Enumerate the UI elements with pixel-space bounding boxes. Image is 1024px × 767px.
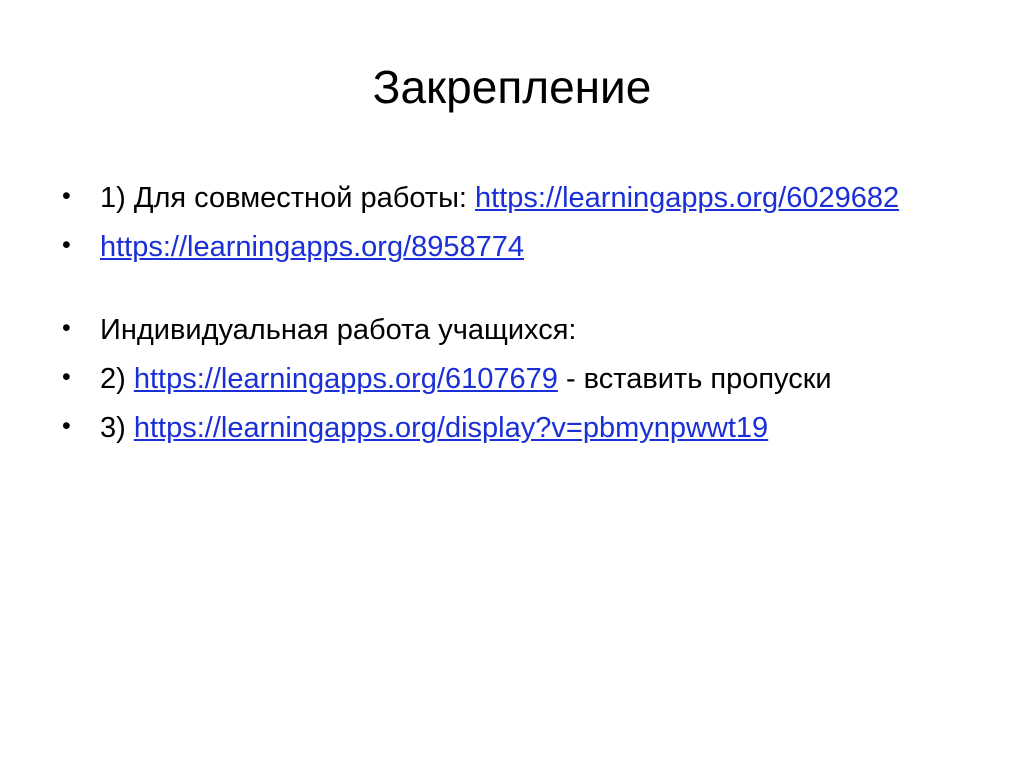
bullet-list [52, 180, 964, 460]
bullet-dot-icon: • [62, 231, 71, 260]
bullet-dot-icon: • [62, 363, 71, 392]
learningapps-link[interactable]: https://learningapps.org/6107679 [133, 363, 558, 396]
bullet-dot-icon: • [62, 314, 71, 343]
list-item-text: - вставить пропуски [557, 363, 832, 396]
learningapps-link[interactable]: https://learningapps.org/6029682 [475, 182, 900, 214]
bullet-dot-icon: • [62, 182, 71, 210]
list-item [52, 229, 964, 266]
list-item [52, 180, 964, 217]
page-title: Закрепление [372, 61, 652, 113]
list-item-text: 3) [100, 412, 134, 445]
list-item-text: 1) Для совместной работы: [100, 182, 476, 214]
bullet-dot-icon: • [62, 412, 71, 441]
learningapps-link[interactable]: https://learningapps.org/8958774 [100, 231, 525, 264]
list-item [52, 278, 964, 312]
list-item [52, 361, 964, 398]
list-item [52, 312, 964, 349]
list-item-text: Индивидуальная работа учащихся: [100, 314, 577, 347]
list-item-text: 2) [100, 363, 134, 396]
list-item [52, 410, 964, 447]
learningapps-link[interactable]: https://learningapps.org/display?v=pbmynpwwt19 [133, 412, 769, 445]
